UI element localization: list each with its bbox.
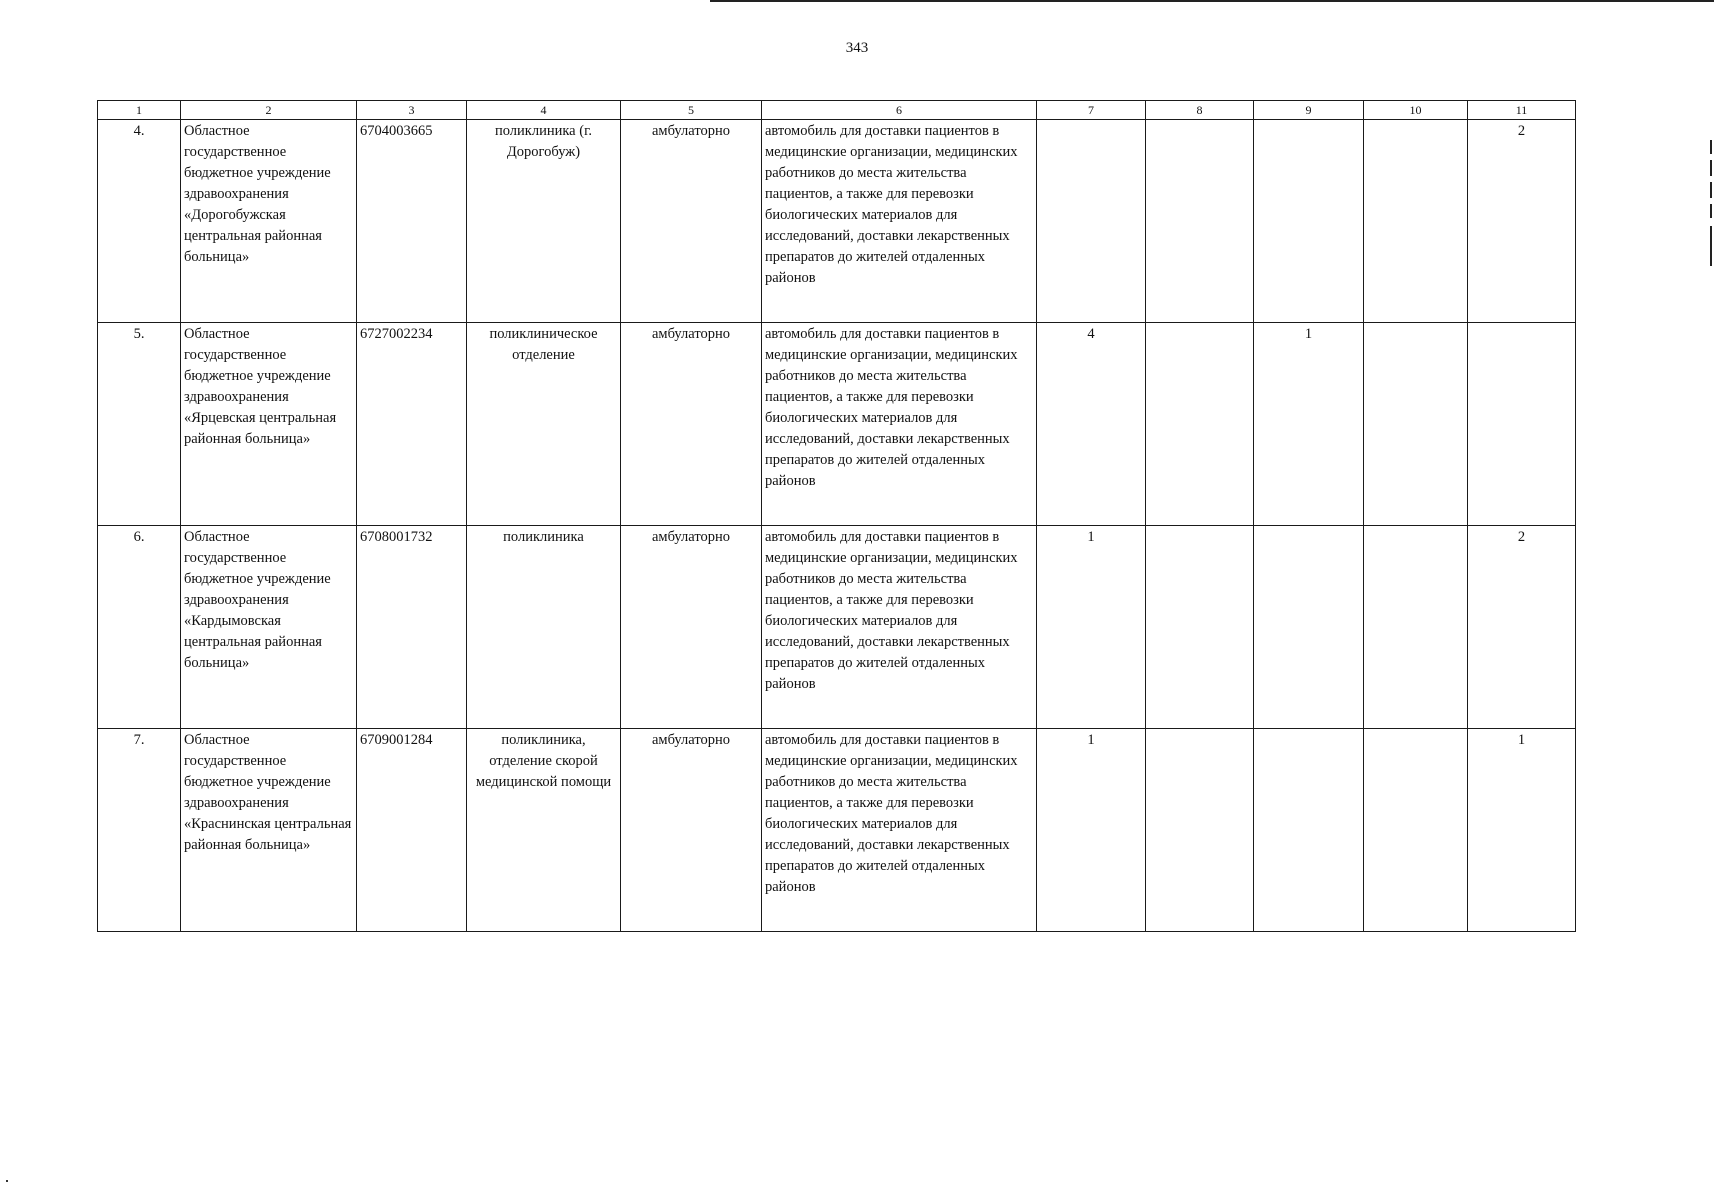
vehicle-purpose: автомобиль для доставки пациентов в медицинские организации, медицинских работников до места жительства пациентов, а также для перевозки биологических материалов для исследований, доставки лекарственных препаратов до жителей отдаленных районов bbox=[762, 120, 1037, 323]
column-number: 8 bbox=[1146, 101, 1254, 120]
organization-code: 6704003665 bbox=[357, 120, 467, 323]
care-mode: амбулаторно bbox=[621, 526, 762, 729]
scan-speck bbox=[6, 1180, 8, 1182]
page-number: 343 bbox=[845, 40, 869, 56]
vehicle-purpose: автомобиль для доставки пациентов в медицинские организации, медицинских работников до места жительства пациентов, а также для перевозки биологических материалов для исследований, доставки лекарственных препаратов до жителей отдаленных районов bbox=[762, 323, 1037, 526]
column-number: 1 bbox=[98, 101, 181, 120]
right-edge-mark bbox=[1710, 226, 1712, 266]
division-name: поликлиника, отделение скорой медицинской помощи bbox=[467, 729, 621, 932]
table-row bbox=[98, 323, 1576, 526]
column-number: 5 bbox=[621, 101, 762, 120]
value-col-11: 1 bbox=[1468, 729, 1576, 932]
vehicle-purpose: автомобиль для доставки пациентов в медицинские организации, медицинских работников до места жительства пациентов, а также для перевозки биологических материалов для исследований, доставки лекарственных препаратов до жителей отдаленных районов bbox=[762, 729, 1037, 932]
column-number: 11 bbox=[1468, 101, 1576, 120]
value-col-7: 4 bbox=[1037, 323, 1146, 526]
organization-code: 6709001284 bbox=[357, 729, 467, 932]
value-col-10 bbox=[1364, 729, 1468, 932]
value-col-9 bbox=[1254, 120, 1364, 323]
vehicle-registry-table bbox=[97, 100, 1576, 932]
organization-name: Областное государственное бюджетное учреждение здравоохранения «Кардымовская центральная районная больница» bbox=[181, 526, 357, 729]
value-col-7: 1 bbox=[1037, 729, 1146, 932]
column-number: 6 bbox=[762, 101, 1037, 120]
right-edge-mark bbox=[1710, 204, 1712, 218]
organization-code: 6727002234 bbox=[357, 323, 467, 526]
table-row bbox=[98, 729, 1576, 932]
care-mode: амбулаторно bbox=[621, 323, 762, 526]
column-number: 7 bbox=[1037, 101, 1146, 120]
organization-name: Областное государственное бюджетное учреждение здравоохранения «Ярцевская центральная районная больница» bbox=[181, 323, 357, 526]
value-col-8 bbox=[1146, 729, 1254, 932]
organization-name: Областное государственное бюджетное учреждение здравоохранения «Краснинская центральная районная больница» bbox=[181, 729, 357, 932]
row-number: 4. bbox=[98, 120, 181, 323]
right-edge-mark bbox=[1710, 182, 1712, 198]
table-row bbox=[98, 526, 1576, 729]
column-number: 2 bbox=[181, 101, 357, 120]
value-col-10 bbox=[1364, 323, 1468, 526]
column-number: 4 bbox=[467, 101, 621, 120]
column-number-row bbox=[98, 101, 1576, 120]
division-name: поликлиника (г. Дорогобуж) bbox=[467, 120, 621, 323]
vehicle-purpose: автомобиль для доставки пациентов в медицинские организации, медицинских работников до места жительства пациентов, а также для перевозки биологических материалов для исследований, доставки лекарственных препаратов до жителей отдаленных районов bbox=[762, 526, 1037, 729]
value-col-8 bbox=[1146, 120, 1254, 323]
column-number: 10 bbox=[1364, 101, 1468, 120]
care-mode: амбулаторно bbox=[621, 729, 762, 932]
column-number: 3 bbox=[357, 101, 467, 120]
value-col-8 bbox=[1146, 526, 1254, 729]
right-edge-mark bbox=[1710, 140, 1712, 154]
value-col-9 bbox=[1254, 526, 1364, 729]
division-name: поликлиника bbox=[467, 526, 621, 729]
value-col-8 bbox=[1146, 323, 1254, 526]
right-edge-mark bbox=[1710, 160, 1712, 176]
value-col-10 bbox=[1364, 526, 1468, 729]
organization-name: Областное государственное бюджетное учреждение здравоохранения «Дорогобужская центральная районная больница» bbox=[181, 120, 357, 323]
division-name: поликлиническое отделение bbox=[467, 323, 621, 526]
row-number: 7. bbox=[98, 729, 181, 932]
value-col-9: 1 bbox=[1254, 323, 1364, 526]
value-col-9 bbox=[1254, 729, 1364, 932]
value-col-7 bbox=[1037, 120, 1146, 323]
value-col-11: 2 bbox=[1468, 526, 1576, 729]
top-border-rule bbox=[710, 0, 1714, 2]
value-col-11 bbox=[1468, 323, 1576, 526]
care-mode: амбулаторно bbox=[621, 120, 762, 323]
value-col-7: 1 bbox=[1037, 526, 1146, 729]
row-number: 5. bbox=[98, 323, 181, 526]
value-col-11: 2 bbox=[1468, 120, 1576, 323]
value-col-10 bbox=[1364, 120, 1468, 323]
organization-code: 6708001732 bbox=[357, 526, 467, 729]
table-row bbox=[98, 120, 1576, 323]
row-number: 6. bbox=[98, 526, 181, 729]
column-number: 9 bbox=[1254, 101, 1364, 120]
